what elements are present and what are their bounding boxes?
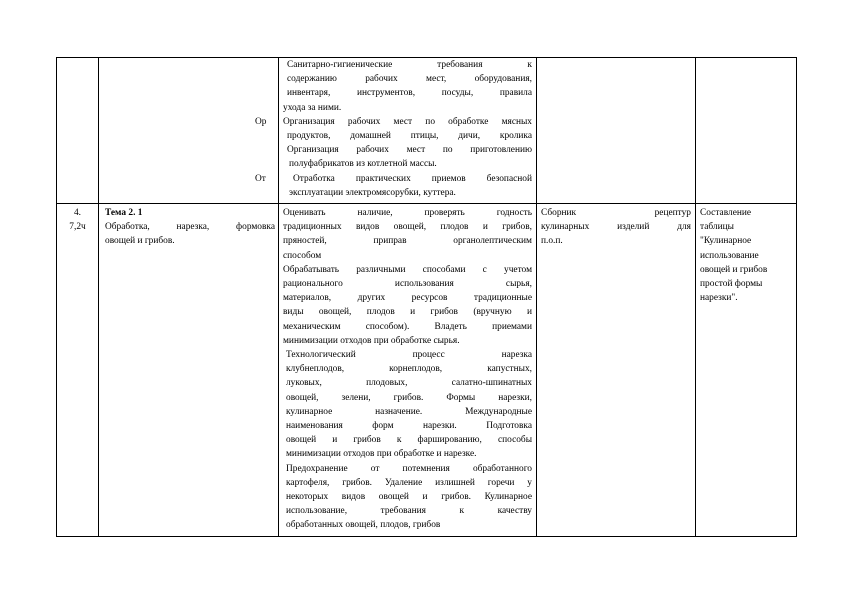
work-line: нарезки". (700, 293, 738, 304)
topic-title: Тема 2. 1 (105, 208, 143, 218)
content-cell (255, 58, 537, 204)
text-line: эксплуатации электромясорубки, куттера. (289, 187, 456, 198)
text-line: некоторых видов овощей и грибов. Кулинарное (286, 492, 532, 503)
text-line: содержанию рабочих мест, оборудования, (287, 74, 532, 85)
text-line: наименования форм нарезки. Подготовка (286, 421, 532, 432)
sanitary-requirements-text (283, 58, 532, 115)
topic-cell (99, 58, 279, 204)
work-line: Составление (700, 208, 752, 218)
text-line: минимизации отходов при обработке сырья. (283, 335, 460, 346)
text-line: традиционных видов овощей, плодов и грибов, (283, 222, 532, 233)
text-line: использование, требования к качеству (286, 506, 532, 517)
text-line: пряностей, приправ органолептическим (283, 236, 532, 247)
text-line: виды овощей, плодов и грибов (вручную и (283, 307, 532, 318)
text-line: кулинарное назначение. Международные (286, 406, 532, 417)
content-cell (279, 204, 537, 537)
topic-line: овощей и грибов. (105, 236, 175, 247)
topic-line: Обработка, нарезка, формовка (105, 222, 275, 233)
text-line: материалов, других ресурсов традиционные (283, 293, 532, 304)
text-line: способом (283, 250, 322, 261)
text-line: ухода за ними. (283, 102, 342, 113)
text-line: обработанных овощей, плодов, грибов (286, 520, 441, 531)
text-line: Организация рабочих мест по обработке мясных (283, 116, 532, 127)
table-row (57, 58, 797, 204)
topic-cell (99, 204, 279, 537)
text-line: механическим способом). Владеть приемами (283, 321, 532, 332)
marker-op: Ор (255, 116, 267, 127)
source-line: Сборник рецептур (541, 208, 691, 218)
work-line: таблицы (700, 222, 734, 233)
text-line: Оценивать наличие, проверять годность (283, 208, 532, 218)
paragraph-cutting (283, 348, 532, 462)
text-line: Предохранение от потемнения обработанного (286, 463, 532, 474)
independent-work-cell (696, 58, 797, 204)
text-line: картофеля, грибов. Удаление излишней горечи у (286, 477, 532, 488)
workplace-organization-text (255, 115, 532, 172)
text-line: Организация рабочих мест по приготовлению (287, 145, 532, 156)
text-line: минимизации отходов при обработке и нарезке. (286, 449, 477, 460)
lesson-plan-table (56, 57, 797, 537)
source-cell (537, 58, 696, 204)
number-cell (57, 58, 99, 204)
text-line: инвентаря, инструментов, посуды, правила (287, 88, 532, 99)
text-line: полуфабрикатов из котлетной массы. (289, 159, 437, 170)
practice-text (255, 172, 532, 200)
work-line: использование (700, 250, 759, 261)
paragraph-process (283, 263, 532, 348)
work-line: овощей и грибов (700, 264, 768, 275)
text-line: луковых, плодовых, салатно-шпинатных (286, 378, 532, 389)
lesson-hours: 7,2ч (69, 222, 86, 233)
lesson-number: 4. (73, 208, 82, 218)
text-line: Технологический процесс нарезка (286, 350, 532, 361)
text-line: Отработка практических приемов безопасной (293, 173, 532, 184)
table-row (57, 204, 797, 537)
work-line: "Кулинарное (700, 236, 752, 247)
text-line: овощей, зелени, грибов. Формы нарезки, (286, 392, 532, 403)
work-line: простой формы (700, 279, 763, 290)
text-line: Обрабатывать различными способами с учетом (283, 264, 532, 275)
text-line: Санитарно-гигиенические требования к (287, 60, 532, 70)
number-cell (57, 204, 99, 537)
text-line: клубнеплодов, корнеплодов, капустных, (286, 364, 532, 375)
text-line: продуктов, домашней птицы, дичи, кролика (287, 131, 532, 142)
paragraph-darkening (283, 462, 532, 533)
source-line: п.о.п. (541, 236, 563, 247)
source-cell (537, 204, 696, 537)
text-line: овощей и грибов к фаршированию, способы (286, 435, 532, 446)
paragraph-assess (283, 206, 532, 263)
source-line: кулинарных изделий для (541, 222, 691, 233)
independent-work-cell (696, 204, 797, 537)
marker-ot: От (255, 173, 266, 184)
text-line: рационального использования сырья, (283, 279, 532, 290)
